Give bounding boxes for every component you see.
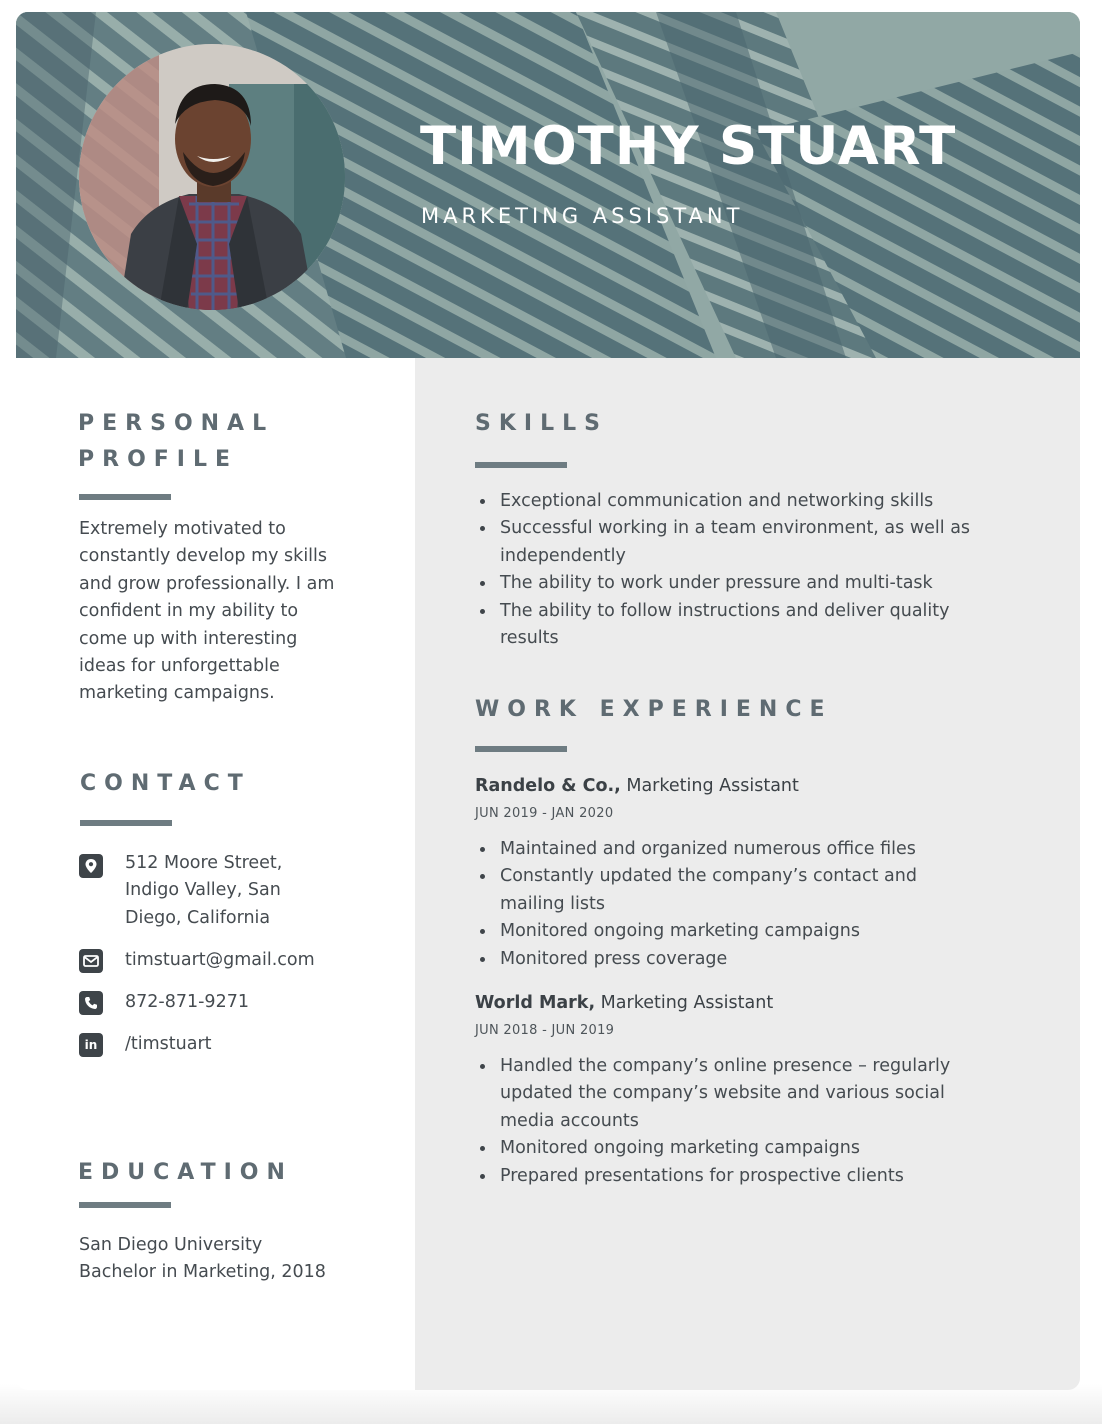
education-school: San Diego University (79, 1235, 263, 1255)
job-duty-item: Constantly updated the company’s contact and mailing lists (475, 863, 1055, 918)
section-rule (475, 462, 567, 468)
job-title-line (475, 776, 799, 796)
job-duties-list (475, 1053, 1055, 1190)
job-duty-item: Maintained and organized numerous office files (475, 836, 1055, 863)
work-experience-heading: WORK EXPERIENCE (475, 697, 833, 722)
contact-heading: CONTACT (80, 771, 251, 796)
phone-icon (79, 991, 103, 1015)
profile-line: and grow professionally. I am (79, 573, 335, 594)
education-details (79, 1232, 326, 1287)
job-duty-item: Monitored press coverage (475, 946, 1055, 973)
skill-item: Successful working in a team environment, as well as independently (475, 515, 1055, 570)
map-pin-icon (79, 854, 103, 878)
linkedin-icon: in (79, 1033, 103, 1057)
resume-sheet (16, 12, 1080, 1390)
profile-line: constantly develop my skills (79, 546, 328, 567)
contact-address (125, 850, 282, 932)
job-company: Randelo & Co., (475, 776, 621, 796)
contact-email[interactable]: timstuart@gmail.com (125, 950, 315, 970)
personal-profile-heading (78, 406, 274, 478)
profile-photo (79, 44, 345, 310)
envelope-icon (79, 949, 103, 973)
contact-phone[interactable]: 872-871-9271 (125, 992, 249, 1012)
address-line: Diego, California (125, 907, 271, 928)
skill-item: The ability to follow instructions and deliver quality results (475, 598, 1055, 653)
skill-item: The ability to work under pressure and multi-task (475, 570, 1055, 597)
address-line: Indigo Valley, San (125, 880, 281, 901)
job-duty-item: Monitored ongoing marketing campaigns (475, 1135, 1055, 1162)
job-title-line (475, 993, 773, 1013)
contact-linkedin[interactable]: /timstuart (125, 1034, 212, 1054)
profile-summary (79, 516, 399, 708)
profile-line: come up with interesting (79, 628, 298, 649)
heading-line: PROFILE (78, 447, 239, 472)
profile-line: marketing campaigns. (79, 683, 275, 704)
job-company: World Mark, (475, 993, 596, 1013)
page-bottom-shadow (0, 1384, 1102, 1424)
skills-heading: SKILLS (475, 411, 608, 436)
candidate-title: MARKETING ASSISTANT (421, 204, 744, 228)
job-dates: JUN 2018 - JUN 2019 (475, 1023, 615, 1038)
education-degree: Bachelor in Marketing, 2018 (79, 1262, 326, 1283)
header-banner (16, 12, 1080, 358)
section-rule (475, 746, 567, 752)
job-duties-list (475, 836, 1055, 973)
candidate-name: TIMOTHY STUART (420, 116, 957, 177)
address-line: 512 Moore Street, (125, 853, 283, 873)
job-role: Marketing Assistant (626, 776, 799, 796)
job-duty-item: Prepared presentations for prospective clients (475, 1163, 1055, 1190)
profile-line: confident in my ability to (79, 601, 299, 622)
profile-line: ideas for unforgettable (79, 656, 280, 677)
profile-line: Extremely motivated to (79, 519, 286, 539)
section-rule (79, 494, 171, 500)
job-role: Marketing Assistant (600, 993, 774, 1013)
job-duty-item: Handled the company’s online presence – regularly updated the company’s website and various social media accounts (475, 1053, 1055, 1135)
section-rule (80, 820, 172, 826)
education-heading: EDUCATION (78, 1160, 293, 1185)
job-duty-item: Monitored ongoing marketing campaigns (475, 918, 1055, 945)
person-photo-image (79, 44, 345, 310)
skills-list (475, 488, 1055, 652)
job-dates: JUN 2019 - JAN 2020 (475, 806, 614, 821)
section-rule (79, 1202, 171, 1208)
skill-item: Exceptional communication and networking skills (475, 488, 1055, 515)
heading-line: PERSONAL (78, 411, 275, 436)
